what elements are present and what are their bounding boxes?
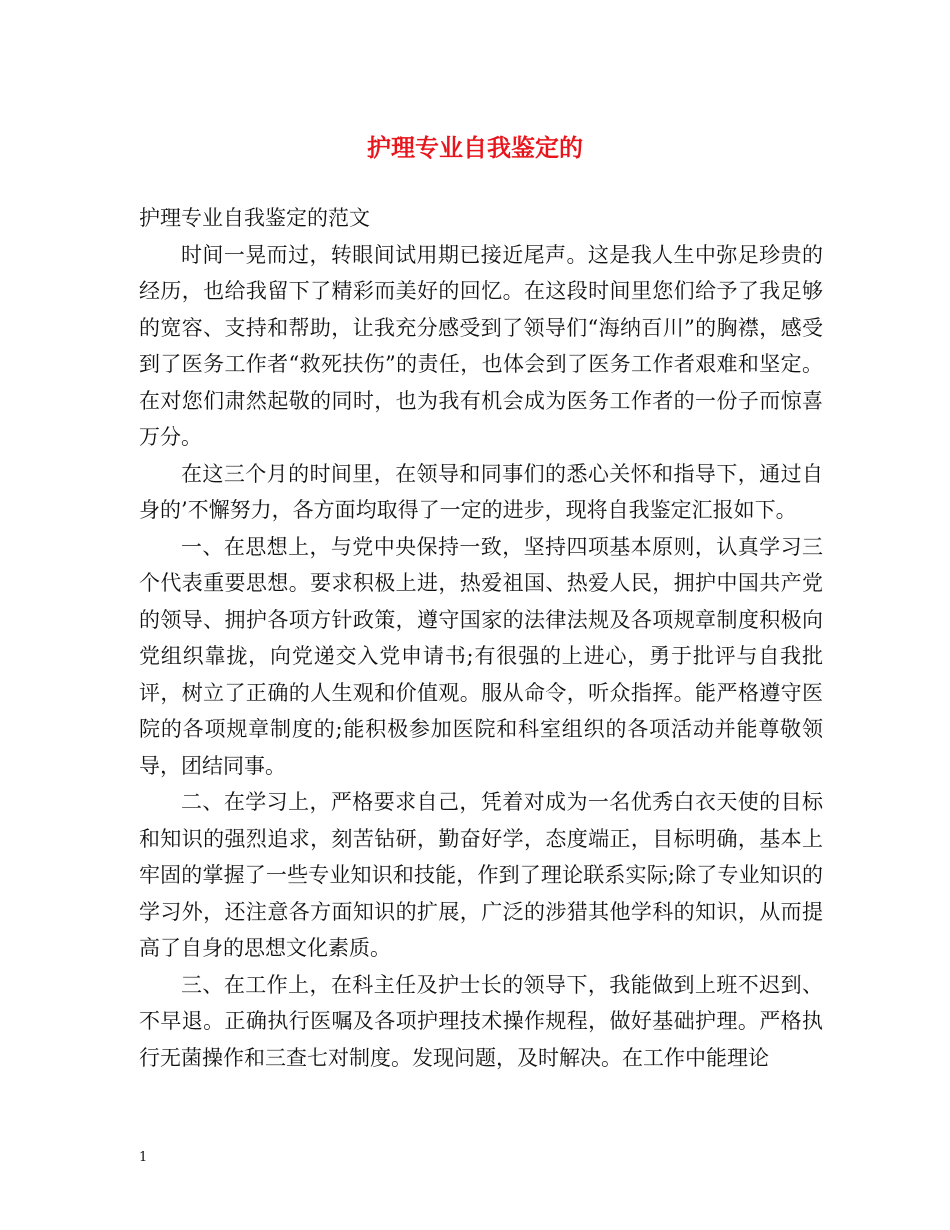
page-number: 1 <box>139 1150 148 1165</box>
paragraph-4: 二、在学习上，严格要求自己，凭着对成为一名优秀白衣天使的目标和知识的强烈追求，刻苦钻研，勤奋好学，态度端正，目标明确，基本上牢固的掌握了一些专业知识和技能，作到了理论联系实际;除了专业知识的学习外，还注意各方面知识的扩展，广泛的涉猎其他学科的知识，从而提高了自身的思想文化素质。 <box>139 790 823 960</box>
document-title: 护理专业自我鉴定的 <box>367 133 583 162</box>
paragraph-2: 在这三个月的时间里，在领导和同事们的悉心关怀和指导下，通过自身的’不懈努力，各方面均取得了一定的进步，现将自我鉴定汇报如下。 <box>139 461 823 522</box>
paragraph-3: 一、在思想上，与党中央保持一致，坚持四项基本原则，认真学习三个代表重要思想。要求积极上进，热爱祖国、热爱人民，拥护中国共产党的领导、拥护各项方针政策，遵守国家的法律法规及各项规章制度积极向党组织靠拢，向党递交入党申请书;有很强的上进心，勇于批评与自我批评，树立了正确的人生观和价值观。服从命令，听众指挥。能严格遵守医院的各项规章制度的;能积极参加医院和科室组织的各项活动并能尊敬领导，团结同事。 <box>139 534 823 778</box>
paragraph-1: 时间一晃而过，转眼间试用期已接近尾声。这是我人生中弥足珍贵的经历，也给我留下了精彩而美好的回忆。在这段时间里您们给予了我足够的宽容、支持和帮助，让我充分感受到了领导们“海纳百川”的胸襟，感受到了医务工作者“救死扶伤”的责任，也体会到了医务工作者艰难和坚定。在对您们肃然起敬的同时，也为我有机会成为医务工作者的一份子而惊喜万分。 <box>139 242 823 449</box>
document-subtitle: 护理专业自我鉴定的范文 <box>139 206 370 230</box>
document-body <box>139 200 823 1076</box>
paragraph-5: 三、在工作上，在科主任及护士长的领导下，我能做到上班不迟到、不早退。正确执行医嘱及各项护理技术操作规程，做好基础护理。严格执行无菌操作和三查七对制度。发现问题，及时解决。在工作中能理论 <box>139 972 823 1070</box>
